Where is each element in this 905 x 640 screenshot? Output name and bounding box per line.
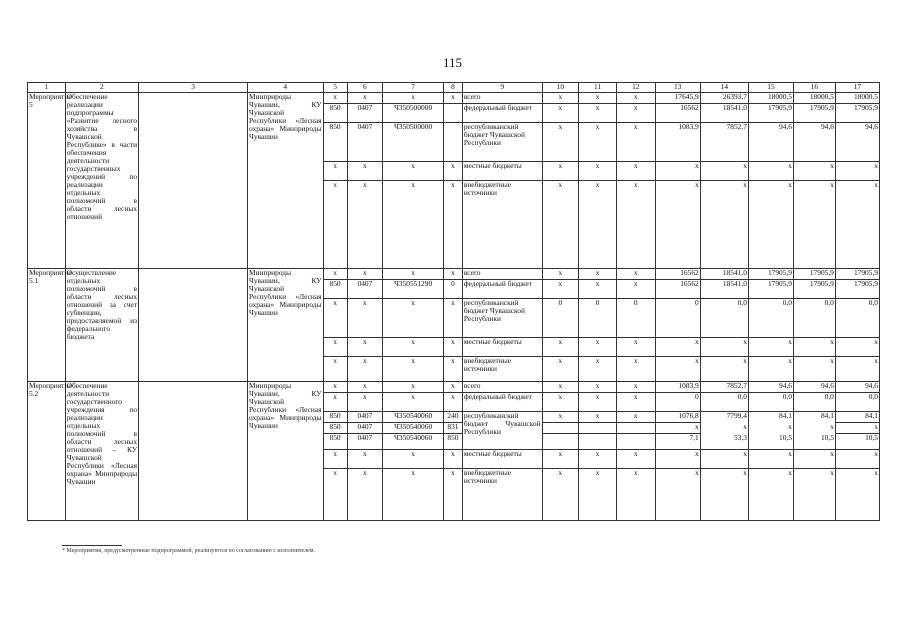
value-cell: x: [748, 338, 793, 357]
table-row: [28, 269, 880, 280]
value-cell: 17905,9: [748, 280, 793, 299]
value-cell: x: [579, 450, 617, 469]
value-cell: x: [579, 393, 617, 412]
value-cell: x: [700, 162, 748, 181]
value-cell: x: [579, 269, 617, 280]
measure-name-cell: Осуществление отдельных полномочий в области лесных отношений за счет субвенции, предоставляемой из федерального бюджета: [65, 269, 138, 382]
value-cell: 0407: [347, 104, 383, 123]
value-cell: x: [616, 269, 655, 280]
value-cell: 84,1: [835, 412, 879, 423]
value-cell: x: [542, 280, 579, 299]
value-cell: x: [323, 162, 347, 181]
value-cell: 7,1: [655, 434, 700, 450]
value-cell: 0,0: [835, 299, 879, 338]
value-cell: x: [542, 181, 579, 269]
value-cell: x: [793, 181, 835, 269]
value-cell: x: [347, 469, 383, 521]
value-cell: x: [616, 450, 655, 469]
value-cell: x: [616, 393, 655, 412]
value-cell: 0: [579, 299, 617, 338]
value-cell: 18000,5: [793, 93, 835, 104]
value-cell: 94,6: [793, 123, 835, 162]
value-cell: 7852,7: [700, 382, 748, 393]
table-row: [28, 93, 880, 104]
value-cell: x: [347, 181, 383, 269]
value-cell: 16562: [655, 104, 700, 123]
value-cell: [616, 423, 655, 434]
value-cell: x: [655, 162, 700, 181]
value-cell: x: [835, 423, 879, 434]
value-cell: 0,0: [835, 393, 879, 412]
value-cell: 17905,9: [793, 280, 835, 299]
value-cell: x: [383, 93, 444, 104]
value-cell: x: [383, 338, 444, 357]
value-cell: 17905,9: [748, 104, 793, 123]
value-cell: x: [793, 450, 835, 469]
value-cell: x: [793, 423, 835, 434]
value-cell: Ч350500000: [383, 104, 444, 123]
footnote-rule: [62, 545, 122, 546]
value-cell: 94,6: [793, 382, 835, 393]
value-cell: x: [323, 269, 347, 280]
header-cell: 10: [542, 83, 579, 93]
funding-source-cell: федеральный бюджет: [462, 104, 542, 123]
value-cell: 0,0: [700, 393, 748, 412]
funding-source-cell: республиканский бюджет Чувашской Республики: [462, 412, 542, 450]
value-cell: x: [323, 450, 347, 469]
value-cell: x: [444, 469, 463, 521]
header-cell: 5: [323, 83, 347, 93]
funding-source-cell: всего: [462, 269, 542, 280]
value-cell: x: [793, 357, 835, 382]
value-cell: 0: [655, 299, 700, 338]
header-cell: 11: [579, 83, 617, 93]
executor-cell: Минприроды Чувашии, КУ Чувашской Республики «Лесная охрана» Минприроды Чувашии: [248, 93, 323, 269]
value-cell: x: [616, 181, 655, 269]
value-cell: [542, 434, 579, 450]
value-cell: x: [383, 162, 444, 181]
value-cell: [579, 434, 617, 450]
value-cell: x: [655, 450, 700, 469]
value-cell: x: [383, 299, 444, 338]
value-cell: x: [700, 181, 748, 269]
value-cell: 10,5: [835, 434, 879, 450]
header-cell: 7: [383, 83, 444, 93]
value-cell: x: [748, 357, 793, 382]
header-cell: 15: [748, 83, 793, 93]
header-cell: 17: [835, 83, 879, 93]
value-cell: x: [383, 269, 444, 280]
value-cell: x: [655, 181, 700, 269]
value-cell: x: [444, 382, 463, 393]
value-cell: 831: [444, 423, 463, 434]
value-cell: x: [383, 181, 444, 269]
header-cell: 16: [793, 83, 835, 93]
value-cell: x: [655, 338, 700, 357]
value-cell: x: [542, 450, 579, 469]
header-cell: 8: [444, 83, 463, 93]
value-cell: x: [542, 469, 579, 521]
value-cell: x: [616, 338, 655, 357]
value-cell: x: [444, 162, 463, 181]
value-cell: 84,1: [793, 412, 835, 423]
value-cell: 0: [655, 393, 700, 412]
value-cell: x: [323, 299, 347, 338]
value-cell: x: [748, 423, 793, 434]
value-cell: x: [542, 357, 579, 382]
value-cell: x: [383, 393, 444, 412]
value-cell: x: [616, 469, 655, 521]
value-cell: 850: [444, 434, 463, 450]
value-cell: 18000,5: [748, 93, 793, 104]
value-cell: 0,0: [748, 393, 793, 412]
value-cell: x: [616, 382, 655, 393]
value-cell: x: [383, 450, 444, 469]
value-cell: x: [579, 412, 617, 423]
value-cell: x: [616, 162, 655, 181]
value-cell: 94,6: [748, 123, 793, 162]
executor-cell: Минприроды Чувашии, КУ Чувашской Республики «Лесная охрана» Минприроды Чувашии: [248, 382, 323, 521]
value-cell: x: [542, 93, 579, 104]
value-cell: Ч350540060: [383, 423, 444, 434]
value-cell: [579, 423, 617, 434]
value-cell: x: [323, 93, 347, 104]
value-cell: 850: [323, 423, 347, 434]
value-cell: x: [542, 123, 579, 162]
header-cell: 1: [28, 83, 66, 93]
value-cell: x: [542, 269, 579, 280]
value-cell: x: [347, 357, 383, 382]
header-cell: 14: [700, 83, 748, 93]
value-cell: 10,5: [793, 434, 835, 450]
value-cell: x: [579, 357, 617, 382]
value-cell: x: [835, 450, 879, 469]
value-cell: 18541,0: [700, 104, 748, 123]
table-row: [28, 382, 880, 393]
value-cell: x: [579, 338, 617, 357]
value-cell: 10,5: [748, 434, 793, 450]
value-cell: 18541,0: [700, 269, 748, 280]
value-cell: 94,6: [748, 382, 793, 393]
footnote: * Мероприятия, предусмотренные подпрограммой, реализуются по согласованию с исполнителем.: [62, 548, 316, 554]
value-cell: Ч350500000: [383, 123, 444, 162]
value-cell: x: [542, 104, 579, 123]
value-cell: x: [347, 299, 383, 338]
funding-source-cell: всего: [462, 382, 542, 393]
value-cell: x: [347, 93, 383, 104]
value-cell: 17905,9: [835, 280, 879, 299]
value-cell: 1083,9: [655, 382, 700, 393]
value-cell: x: [616, 93, 655, 104]
value-cell: 240: [444, 412, 463, 423]
funding-source-cell: внебюджетные источники: [462, 469, 542, 521]
value-cell: x: [616, 412, 655, 423]
value-cell: x: [793, 469, 835, 521]
value-cell: x: [835, 357, 879, 382]
value-cell: x: [347, 269, 383, 280]
funding-source-cell: местные бюджеты: [462, 450, 542, 469]
value-cell: x: [383, 357, 444, 382]
value-cell: x: [347, 382, 383, 393]
value-cell: x: [579, 93, 617, 104]
value-cell: [444, 104, 463, 123]
value-cell: 0,0: [793, 393, 835, 412]
value-cell: 1083,9: [655, 123, 700, 162]
value-cell: x: [347, 338, 383, 357]
value-cell: x: [444, 338, 463, 357]
value-cell: x: [542, 162, 579, 181]
value-cell: 84,1: [748, 412, 793, 423]
header-cell: 6: [347, 83, 383, 93]
value-cell: x: [579, 162, 617, 181]
value-cell: 18541,0: [700, 280, 748, 299]
value-cell: x: [444, 181, 463, 269]
value-cell: 17905,9: [748, 269, 793, 280]
value-cell: x: [700, 357, 748, 382]
value-cell: 16562: [655, 280, 700, 299]
value-cell: x: [835, 469, 879, 521]
funding-source-cell: внебюджетные источники: [462, 357, 542, 382]
executor-cell: Минприроды Чувашии, КУ Чувашской Республики «Лесная охрана» Минприроды Чувашии: [248, 269, 323, 382]
value-cell: x: [323, 181, 347, 269]
header-row: [28, 83, 880, 93]
value-cell: x: [700, 423, 748, 434]
value-cell: 17905,9: [835, 269, 879, 280]
value-cell: 0407: [347, 423, 383, 434]
value-cell: 0: [616, 299, 655, 338]
value-cell: 26393,7: [700, 93, 748, 104]
value-cell: 0,0: [793, 299, 835, 338]
value-cell: x: [323, 469, 347, 521]
measure-id-cell: Мероприятие 5: [28, 93, 66, 269]
value-cell: 17905,9: [793, 269, 835, 280]
funding-source-cell: местные бюджеты: [462, 338, 542, 357]
empty-cell: [139, 382, 248, 521]
page-number: 115: [442, 55, 463, 70]
value-cell: x: [579, 123, 617, 162]
value-cell: x: [748, 162, 793, 181]
value-cell: Ч350540060: [383, 412, 444, 423]
value-cell: x: [383, 469, 444, 521]
value-cell: 18000,5: [835, 93, 879, 104]
value-cell: 850: [323, 123, 347, 162]
value-cell: x: [542, 412, 579, 423]
value-cell: x: [835, 162, 879, 181]
value-cell: [616, 434, 655, 450]
value-cell: 94,6: [835, 382, 879, 393]
measure-name-cell: Обеспечение деятельности государственного учреждения по реализации отдельных полномочий в области лесных отношений – КУ Чувашской Республики «Лесная охрана» Минприроды Чувашии: [65, 382, 138, 521]
funding-source-cell: местные бюджеты: [462, 162, 542, 181]
value-cell: x: [579, 469, 617, 521]
value-cell: [444, 123, 463, 162]
value-cell: x: [748, 450, 793, 469]
header-cell: 9: [462, 83, 542, 93]
value-cell: x: [700, 450, 748, 469]
funding-source-cell: федеральный бюджет: [462, 393, 542, 412]
funding-source-cell: федеральный бюджет: [462, 280, 542, 299]
value-cell: Ч350540060: [383, 434, 444, 450]
measure-id-cell: Мероприятие 5.2: [28, 382, 66, 521]
value-cell: x: [835, 181, 879, 269]
value-cell: 7799,4: [700, 412, 748, 423]
value-cell: x: [444, 450, 463, 469]
value-cell: [542, 423, 579, 434]
value-cell: 17645,9: [655, 93, 700, 104]
value-cell: x: [579, 181, 617, 269]
value-cell: x: [542, 393, 579, 412]
value-cell: 0407: [347, 123, 383, 162]
value-cell: 0407: [347, 434, 383, 450]
value-cell: 0: [542, 299, 579, 338]
value-cell: x: [655, 357, 700, 382]
value-cell: x: [616, 357, 655, 382]
value-cell: x: [616, 104, 655, 123]
value-cell: x: [542, 338, 579, 357]
value-cell: x: [444, 93, 463, 104]
header-cell: 4: [248, 83, 323, 93]
header-cell: 2: [65, 83, 138, 93]
value-cell: x: [444, 269, 463, 280]
value-cell: x: [383, 382, 444, 393]
value-cell: 17905,9: [835, 104, 879, 123]
funding-source-cell: внебюджетные источники: [462, 181, 542, 269]
value-cell: 850: [323, 434, 347, 450]
value-cell: x: [347, 450, 383, 469]
empty-cell: [139, 93, 248, 269]
value-cell: x: [323, 393, 347, 412]
value-cell: x: [579, 382, 617, 393]
value-cell: 0407: [347, 412, 383, 423]
value-cell: x: [700, 338, 748, 357]
value-cell: x: [323, 382, 347, 393]
budget-table: [27, 82, 880, 521]
value-cell: 7852,7: [700, 123, 748, 162]
value-cell: 16562: [655, 269, 700, 280]
value-cell: x: [748, 469, 793, 521]
value-cell: x: [323, 338, 347, 357]
value-cell: x: [347, 162, 383, 181]
header-cell: 12: [616, 83, 655, 93]
value-cell: x: [616, 280, 655, 299]
header-cell: 3: [139, 83, 248, 93]
measure-id-cell: Мероприятие 5.1: [28, 269, 66, 382]
value-cell: x: [835, 338, 879, 357]
measure-name-cell: Обеспечение реализации подпрограммы «Развитие лесного хозяйства в Чувашской Республике» в части обеспечения деятельности государственных учреждений по реализации отдельных полномочий в области лесных отношений: [65, 93, 138, 269]
value-cell: 0: [444, 280, 463, 299]
value-cell: 94,6: [835, 123, 879, 162]
value-cell: 850: [323, 104, 347, 123]
value-cell: x: [579, 104, 617, 123]
value-cell: 0,0: [700, 299, 748, 338]
value-cell: 850: [323, 280, 347, 299]
value-cell: x: [444, 393, 463, 412]
value-cell: 0,0: [748, 299, 793, 338]
empty-cell: [139, 269, 248, 382]
funding-source-cell: республиканский бюджет Чувашской Республики: [462, 299, 542, 338]
value-cell: x: [542, 382, 579, 393]
value-cell: x: [748, 181, 793, 269]
value-cell: x: [616, 123, 655, 162]
value-cell: x: [793, 338, 835, 357]
value-cell: x: [579, 280, 617, 299]
funding-source-cell: республиканский бюджет Чувашской Республики: [462, 123, 542, 162]
funding-source-cell: всего: [462, 93, 542, 104]
header-cell: 13: [655, 83, 700, 93]
value-cell: 850: [323, 412, 347, 423]
value-cell: x: [700, 469, 748, 521]
value-cell: x: [347, 393, 383, 412]
value-cell: 0407: [347, 280, 383, 299]
value-cell: x: [655, 423, 700, 434]
value-cell: x: [655, 469, 700, 521]
value-cell: 53,3: [700, 434, 748, 450]
value-cell: x: [444, 299, 463, 338]
value-cell: 17905,9: [793, 104, 835, 123]
value-cell: x: [323, 357, 347, 382]
value-cell: x: [793, 162, 835, 181]
value-cell: x: [444, 357, 463, 382]
value-cell: Ч350551290: [383, 280, 444, 299]
value-cell: 1076,8: [655, 412, 700, 423]
